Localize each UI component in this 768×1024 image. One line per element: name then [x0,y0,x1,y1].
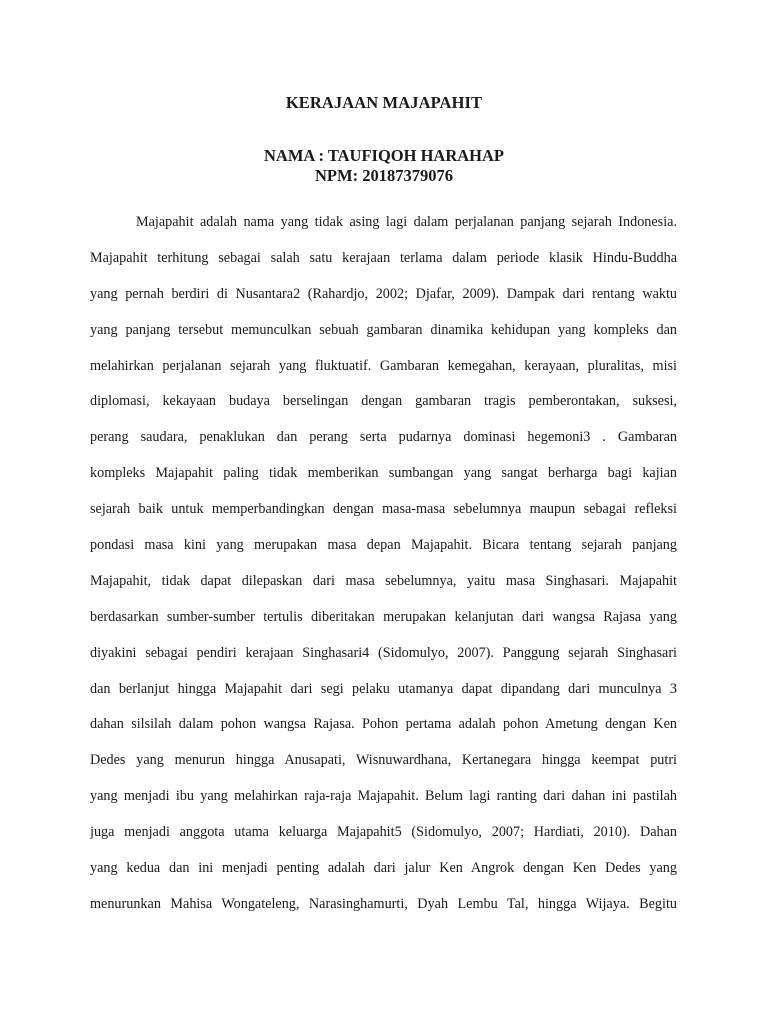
paragraph-line: perang saudara, penaklukan dan perang serta pudarnya dominasi hegemoni3 . Gambaran [90,429,677,446]
paragraph-line: diplomasi, kekayaan budaya berselingan dengan gambaran tragis pemberontakan, suksesi, [90,393,677,410]
author-block [0,146,768,186]
paragraph-line: berdasarkan sumber-sumber tertulis diberitakan merupakan kelanjutan dari wangsa Rajasa yang [90,608,677,625]
paragraph-line: yang panjang tersebut memunculkan sebuah gambaran dinamika kehidupan yang kompleks dan [90,321,677,338]
paragraph-line: dahan silsilah dalam pohon wangsa Rajasa. Pohon pertama adalah pohon Ametung dengan Ken [90,716,677,733]
paragraph-line: yang kedua dan ini menjadi penting adalah dari jalur Ken Angrok dengan Ken Dedes yang [90,860,677,877]
paragraph-line: diyakini sebagai pendiri kerajaan Singhasari4 (Sidomulyo, 2007). Panggung sejarah Singhasari [90,644,677,661]
paragraph-line: yang menjadi ibu yang melahirkan raja-raja Majapahit. Belum lagi ranting dari dahan ini pastilah [90,788,677,805]
author-npm: NPM: 20187379076 [315,166,453,185]
paragraph-line: pondasi masa kini yang merupakan masa depan Majapahit. Bicara tentang sejarah panjang [90,537,677,554]
paragraph-line: juga menjadi anggota utama keluarga Majapahit5 (Sidomulyo, 2007; Hardiati, 2010). Dahan [90,824,677,841]
author-name: NAMA : TAUFIQOH HARAHAP [263,146,504,165]
paragraph-line: menurunkan Mahisa Wongateleng, Narasinghamurti, Dyah Lembu Tal, hingga Wijaya. Begitu [90,895,677,912]
paragraph-line: kompleks Majapahit paling tidak memberikan sumbangan yang sangat berharga bagi kajian [90,465,677,482]
paragraph-line: Dedes yang menurun hingga Anusapati, Wisnuwardhana, Kertanegara hingga keempat putri [90,752,677,769]
paragraph-line: Majapahit terhitung sebagai salah satu kerajaan terlama dalam periode klasik Hindu-Buddha [90,249,677,266]
paragraph-line: Majapahit adalah nama yang tidak asing lagi dalam perjalanan panjang sejarah Indonesia. [136,214,677,230]
paragraph-line: sejarah baik untuk memperbandingkan dengan masa-masa sebelumnya maupun sebagai refleksi [90,501,677,518]
document-title: KERAJAAN MAJAPAHIT [285,93,483,112]
paragraph-line: yang pernah berdiri di Nusantara2 (Rahardjo, 2002; Djafar, 2009). Dampak dari rentang waktu [90,285,677,302]
paragraph-line: Majapahit, tidak dapat dilepaskan dari masa sebelumnya, yaitu masa Singhasari. Majapahit [90,572,677,589]
body-paragraph [90,205,677,923]
paragraph-line: melahirkan perjalanan sejarah yang fluktuatif. Gambaran kemegahan, kerayaan, pluralitas, misi [90,357,677,374]
paragraph-line: dan berlanjut hingga Majapahit dari segi pelaku utamanya dapat dipandang dari munculnya 3 [90,680,677,697]
